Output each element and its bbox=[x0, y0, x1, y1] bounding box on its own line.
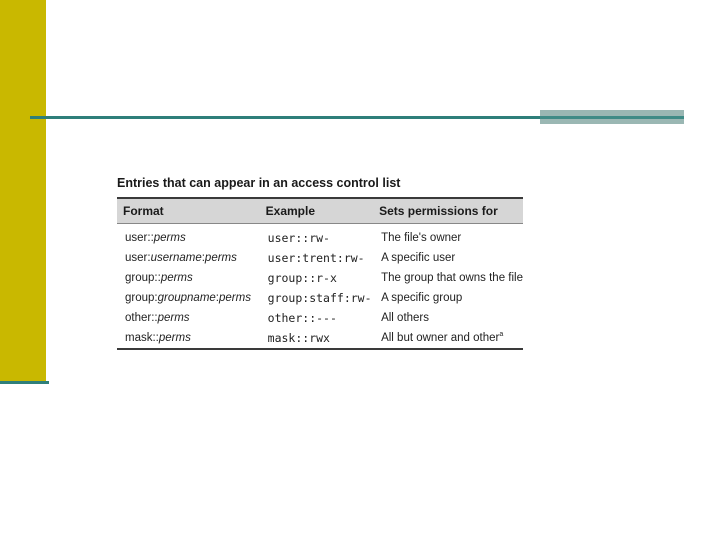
cell-example: mask::rwx bbox=[267, 330, 330, 345]
header-example: Example bbox=[260, 198, 373, 224]
cell-example: user:trent:rw- bbox=[267, 250, 365, 265]
cell-format bbox=[117, 268, 260, 288]
cell-format bbox=[117, 308, 260, 328]
cell-example: group::r-x bbox=[267, 270, 337, 285]
table-row bbox=[117, 288, 523, 308]
format-literal: user:: bbox=[125, 231, 154, 244]
header-sets-permissions-for: Sets permissions for bbox=[373, 198, 523, 224]
permission-description: All others bbox=[381, 311, 430, 324]
format-literal: user: bbox=[125, 251, 151, 264]
format-variable: perms bbox=[219, 291, 251, 304]
cell-sets-permissions-for bbox=[373, 288, 523, 308]
side-accent-bar bbox=[0, 0, 46, 383]
side-accent-bar-edge bbox=[0, 381, 49, 384]
permission-description: The group that owns the file bbox=[381, 271, 523, 284]
table-row bbox=[117, 224, 523, 249]
format-variable: perms bbox=[204, 251, 237, 264]
cell-format bbox=[117, 224, 260, 249]
table-body bbox=[117, 224, 523, 350]
format-literal: mask:: bbox=[125, 331, 159, 344]
format-variable: perms bbox=[160, 271, 193, 284]
cell-format bbox=[117, 328, 260, 349]
permission-description: All but owner and other bbox=[381, 331, 500, 344]
header-format: Format bbox=[117, 198, 260, 224]
title-divider-accent bbox=[540, 110, 684, 124]
table-row bbox=[117, 248, 523, 268]
table-row bbox=[117, 268, 523, 288]
cell-sets-permissions-for bbox=[373, 248, 523, 268]
acl-table-figure bbox=[117, 176, 523, 350]
cell-example: group:staff:rw- bbox=[267, 290, 372, 305]
table-header-row bbox=[117, 198, 523, 224]
table-row bbox=[117, 328, 523, 349]
format-literal: group:: bbox=[125, 271, 161, 284]
format-literal: : bbox=[201, 251, 205, 264]
cell-sets-permissions-for bbox=[373, 328, 523, 349]
cell-format bbox=[117, 248, 260, 268]
table-row bbox=[117, 308, 523, 328]
cell-format bbox=[117, 288, 260, 308]
footnote-marker: a bbox=[499, 331, 504, 339]
format-variable: groupname bbox=[157, 291, 216, 304]
format-literal: group: bbox=[125, 291, 158, 304]
format-literal: : bbox=[215, 291, 219, 304]
title-divider-rule bbox=[30, 116, 540, 119]
acl-entries-table bbox=[117, 197, 523, 350]
cell-sets-permissions-for bbox=[373, 308, 523, 328]
permission-description: A specific group bbox=[381, 291, 463, 304]
cell-example: user::rw- bbox=[267, 230, 330, 245]
permission-description: The file's owner bbox=[381, 231, 462, 244]
cell-example: other::--- bbox=[267, 310, 337, 325]
format-variable: perms bbox=[158, 331, 191, 344]
format-variable: username bbox=[150, 251, 202, 264]
format-variable: perms bbox=[157, 311, 190, 324]
permission-description: A specific user bbox=[381, 251, 456, 264]
cell-sets-permissions-for bbox=[373, 224, 523, 249]
table-title: Entries that can appear in an access control list bbox=[117, 176, 401, 190]
format-variable: perms bbox=[153, 231, 186, 244]
cell-sets-permissions-for bbox=[373, 268, 523, 288]
format-literal: other:: bbox=[125, 311, 158, 324]
